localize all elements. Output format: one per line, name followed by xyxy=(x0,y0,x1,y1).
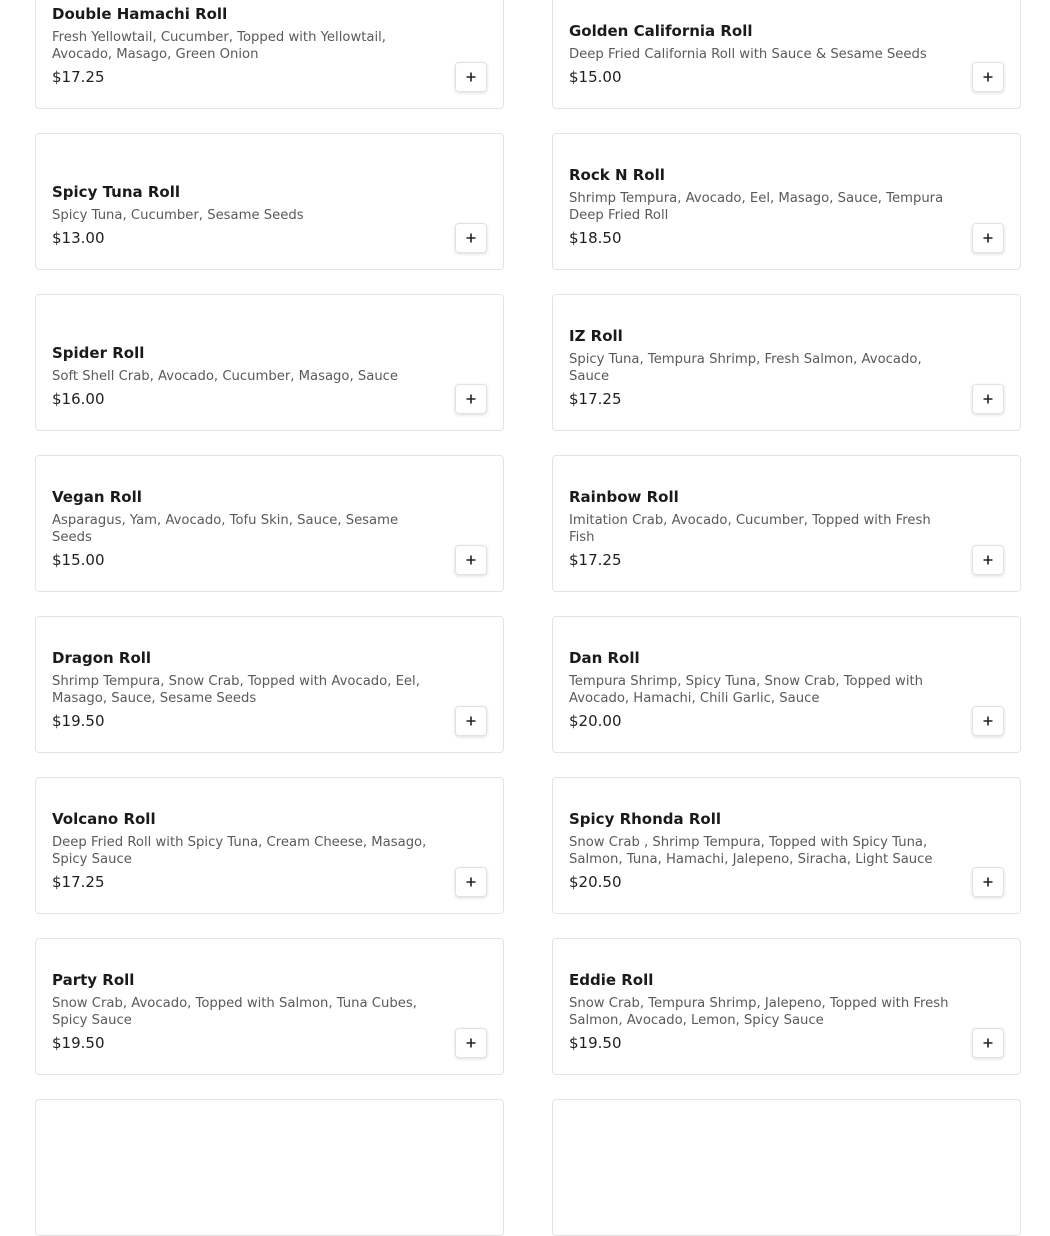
menu-item-description: Snow Crab, Tempura Shrimp, Jalepeno, Topped with Fresh Salmon, Avocado, Lemon, Spicy Sauce xyxy=(569,996,949,1028)
add-to-cart-button[interactable] xyxy=(972,706,1004,736)
menu-item-content xyxy=(569,810,958,891)
menu-item-price: $16.00 xyxy=(52,390,105,408)
menu-item-content xyxy=(52,1207,441,1213)
menu-item-card[interactable] xyxy=(35,1099,504,1236)
plus-icon xyxy=(466,233,476,243)
menu-item-name: Dan Roll xyxy=(569,649,640,667)
plus-icon xyxy=(983,877,993,887)
menu-item-card[interactable] xyxy=(552,0,1021,109)
menu-item-description: Imitation Crab, Avocado, Cucumber, Topped with Fresh Fish xyxy=(569,513,931,545)
menu-item-description: Deep Fried Roll with Spicy Tuna, Cream Cheese, Masago, Spicy Sauce xyxy=(52,835,427,867)
menu-item-price: $17.25 xyxy=(569,390,622,408)
add-to-cart-button[interactable] xyxy=(972,62,1004,92)
menu-item-name: Golden California Roll xyxy=(569,22,753,40)
plus-icon xyxy=(466,555,476,565)
menu-item-card[interactable] xyxy=(552,1099,1021,1236)
menu-item-price: $13.00 xyxy=(52,229,105,247)
plus-icon xyxy=(466,716,476,726)
menu-item-name: Dragon Roll xyxy=(52,649,152,667)
menu-item-description: Spicy Tuna, Tempura Shrimp, Fresh Salmon, Avocado, Sauce xyxy=(569,352,922,384)
plus-icon xyxy=(983,233,993,243)
menu-item-card[interactable] xyxy=(35,0,504,109)
menu-item-card[interactable] xyxy=(35,616,504,753)
plus-icon xyxy=(983,1038,993,1048)
plus-icon xyxy=(466,72,476,82)
menu-item-price: $18.50 xyxy=(569,229,622,247)
menu-item-content xyxy=(569,649,958,730)
plus-icon xyxy=(466,1038,476,1048)
menu-item-content xyxy=(52,344,441,408)
menu-item-description: Snow Crab, Avocado, Topped with Salmon, Tuna Cubes, Spicy Sauce xyxy=(52,996,417,1028)
add-to-cart-button[interactable] xyxy=(972,545,1004,575)
menu-item-description: Shrimp Tempura, Snow Crab, Topped with Avocado, Eel, Masago, Sauce, Sesame Seeds xyxy=(52,674,420,706)
add-to-cart-button[interactable] xyxy=(972,1028,1004,1058)
menu-item-name: Spider Roll xyxy=(52,344,145,362)
menu-item-name: Eddie Roll xyxy=(569,971,654,989)
menu-item-card[interactable] xyxy=(35,133,504,270)
menu-item-card[interactable] xyxy=(35,777,504,914)
add-to-cart-button[interactable] xyxy=(455,706,487,736)
menu-item-content xyxy=(52,488,441,569)
add-to-cart-button[interactable] xyxy=(455,545,487,575)
menu-item-price: $17.25 xyxy=(52,68,105,86)
menu-item-card[interactable] xyxy=(35,455,504,592)
menu-item-content xyxy=(52,5,441,86)
menu-item-price: $19.50 xyxy=(52,712,105,730)
menu-item-content xyxy=(569,971,958,1052)
plus-icon xyxy=(466,394,476,404)
menu-item-card[interactable] xyxy=(552,133,1021,270)
menu-item-description: Shrimp Tempura, Avocado, Eel, Masago, Sauce, Tempura Deep Fried Roll xyxy=(569,191,944,223)
menu-item-name: Party Roll xyxy=(52,971,135,989)
add-to-cart-button[interactable] xyxy=(455,384,487,414)
add-to-cart-button[interactable] xyxy=(455,867,487,897)
menu-item-description: Tempura Shrimp, Spicy Tuna, Snow Crab, Topped with Avocado, Hamachi, Chili Garlic, Sauce xyxy=(569,674,924,706)
plus-icon xyxy=(983,555,993,565)
menu-item-content xyxy=(569,327,958,408)
plus-icon xyxy=(983,394,993,404)
menu-item-name: Double Hamachi Roll xyxy=(52,5,228,23)
add-to-cart-button[interactable] xyxy=(972,223,1004,253)
menu-item-description: Deep Fried California Roll with Sauce & Sesame Seeds xyxy=(569,47,927,62)
plus-icon xyxy=(983,716,993,726)
menu-item-name: Spicy Tuna Roll xyxy=(52,183,180,201)
menu-item-name: Rainbow Roll xyxy=(569,488,679,506)
add-to-cart-button[interactable] xyxy=(972,384,1004,414)
menu-item-price: $19.50 xyxy=(52,1034,105,1052)
menu-item-content xyxy=(569,22,958,86)
menu-item-description: Snow Crab , Shrimp Tempura, Topped with Spicy Tuna, Salmon, Tuna, Hamachi, Jalepeno, Siracha, Light Sauce xyxy=(569,835,933,867)
menu-item-card[interactable] xyxy=(552,938,1021,1075)
menu-item-content xyxy=(569,166,958,247)
menu-item-name: Rock N Roll xyxy=(569,166,665,184)
menu-item-content xyxy=(569,488,958,569)
menu-item-price: $17.25 xyxy=(569,551,622,569)
menu-item-name: Vegan Roll xyxy=(52,488,142,506)
menu-item-description: Asparagus, Yam, Avocado, Tofu Skin, Sauce, Sesame Seeds xyxy=(52,513,399,545)
menu-item-card[interactable] xyxy=(35,938,504,1075)
plus-icon xyxy=(983,72,993,82)
menu-item-content xyxy=(52,649,441,730)
menu-item-content xyxy=(52,183,441,247)
menu-item-card[interactable] xyxy=(35,294,504,431)
menu-item-price: $20.00 xyxy=(569,712,622,730)
menu-item-content xyxy=(569,1207,958,1213)
add-to-cart-button[interactable] xyxy=(455,1028,487,1058)
menu-item-price: $19.50 xyxy=(569,1034,622,1052)
add-to-cart-button[interactable] xyxy=(455,62,487,92)
menu-item-name: Volcano Roll xyxy=(52,810,156,828)
menu-item-card[interactable] xyxy=(552,777,1021,914)
add-to-cart-button[interactable] xyxy=(455,223,487,253)
add-to-cart-button[interactable] xyxy=(972,867,1004,897)
menu-item-card[interactable] xyxy=(552,455,1021,592)
menu-item-name: IZ Roll xyxy=(569,327,623,345)
menu-item-description: Spicy Tuna, Cucumber, Sesame Seeds xyxy=(52,208,304,223)
menu-item-price: $15.00 xyxy=(52,551,105,569)
menu-item-content xyxy=(52,971,441,1052)
menu-item-content xyxy=(52,810,441,891)
plus-icon xyxy=(466,877,476,887)
menu-item-card[interactable] xyxy=(552,294,1021,431)
menu-item-price: $15.00 xyxy=(569,68,622,86)
menu-item-price: $17.25 xyxy=(52,873,105,891)
menu-item-description: Soft Shell Crab, Avocado, Cucumber, Masago, Sauce xyxy=(52,369,399,384)
menu-item-name: Spicy Rhonda Roll xyxy=(569,810,722,828)
menu-item-description: Fresh Yellowtail, Cucumber, Topped with Yellowtail, Avocado, Masago, Green Onion xyxy=(52,30,387,62)
menu-item-price: $20.50 xyxy=(569,873,622,891)
menu-item-card[interactable] xyxy=(552,616,1021,753)
